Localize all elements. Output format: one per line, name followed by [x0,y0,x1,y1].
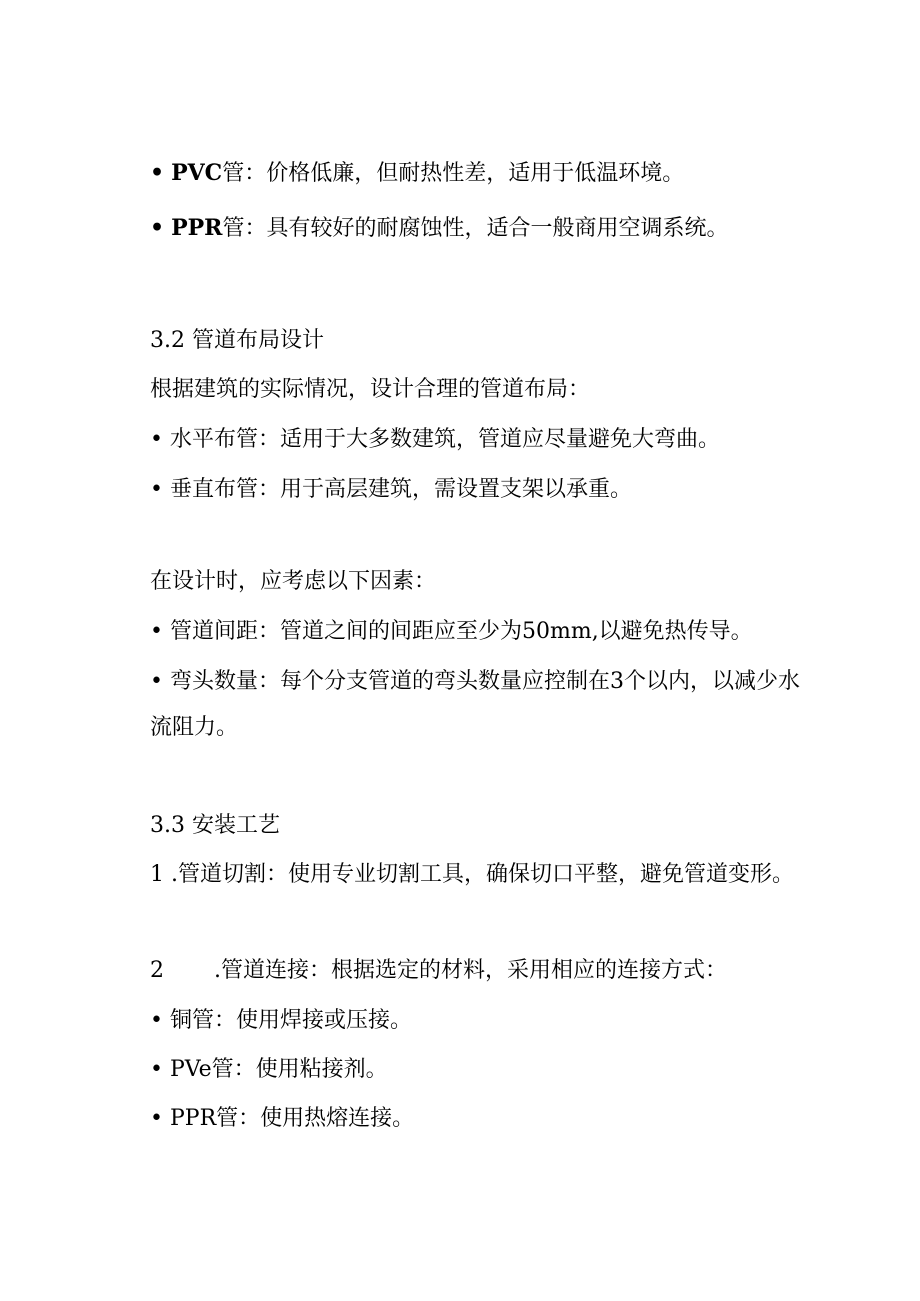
step-number: 2 [150,958,164,983]
list-item-pvc-method: • PVe管：使用粘接剂。 [150,1057,388,1082]
bullet-icon: • [150,215,165,241]
step-pipe-cutting: 1 .管道切割：使用专业切割工具，确保切口平整，避免管道变形。 [150,862,794,887]
section-heading-3-3: 3.3 安装工艺 [150,813,280,838]
list-item-copper-method: • 铜管：使用焊接或压接。 [150,1008,412,1033]
material-name: PPR [171,215,223,241]
material-item-ppr [150,213,728,244]
material-description: 管：具有较好的耐腐蚀性，适合一般商用空调系统。 [222,216,729,241]
list-item-elbow-count: • 弯头数量：每个分支管道的弯头数量应控制在3个以内，以减少水流阻力。 [150,669,800,740]
step-pipe-connection [150,956,727,986]
section-intro: 根据建筑的实际情况，设计合理的管道布局： [150,377,591,402]
step-text: .管道连接：根据选定的材料，采用相应的连接方式： [214,958,727,983]
section-heading-3-2: 3.2 管道布局设计 [150,328,324,353]
list-item-ppr-method: • PPR管：使用热熔连接。 [150,1106,415,1131]
bullet-icon: • [150,160,165,186]
considerations-intro: 在设计时，应考虑以下因素： [150,569,437,594]
list-item-horizontal-layout: • 水平布管：适用于大多数建筑，管道应尽量避免大弯曲。 [150,427,720,452]
material-item-pvc [150,158,684,189]
list-item-vertical-layout: • 垂直布管：用于高层建筑，需设置支架以承重。 [150,477,632,502]
list-item-pipe-spacing: • 管道间距：管道之间的间距应至少为50mm,以避免热传导。 [150,619,753,644]
material-description: 管：价格低廉，但耐热性差，适用于低温环境。 [222,161,685,186]
material-name: PVC [171,160,223,186]
